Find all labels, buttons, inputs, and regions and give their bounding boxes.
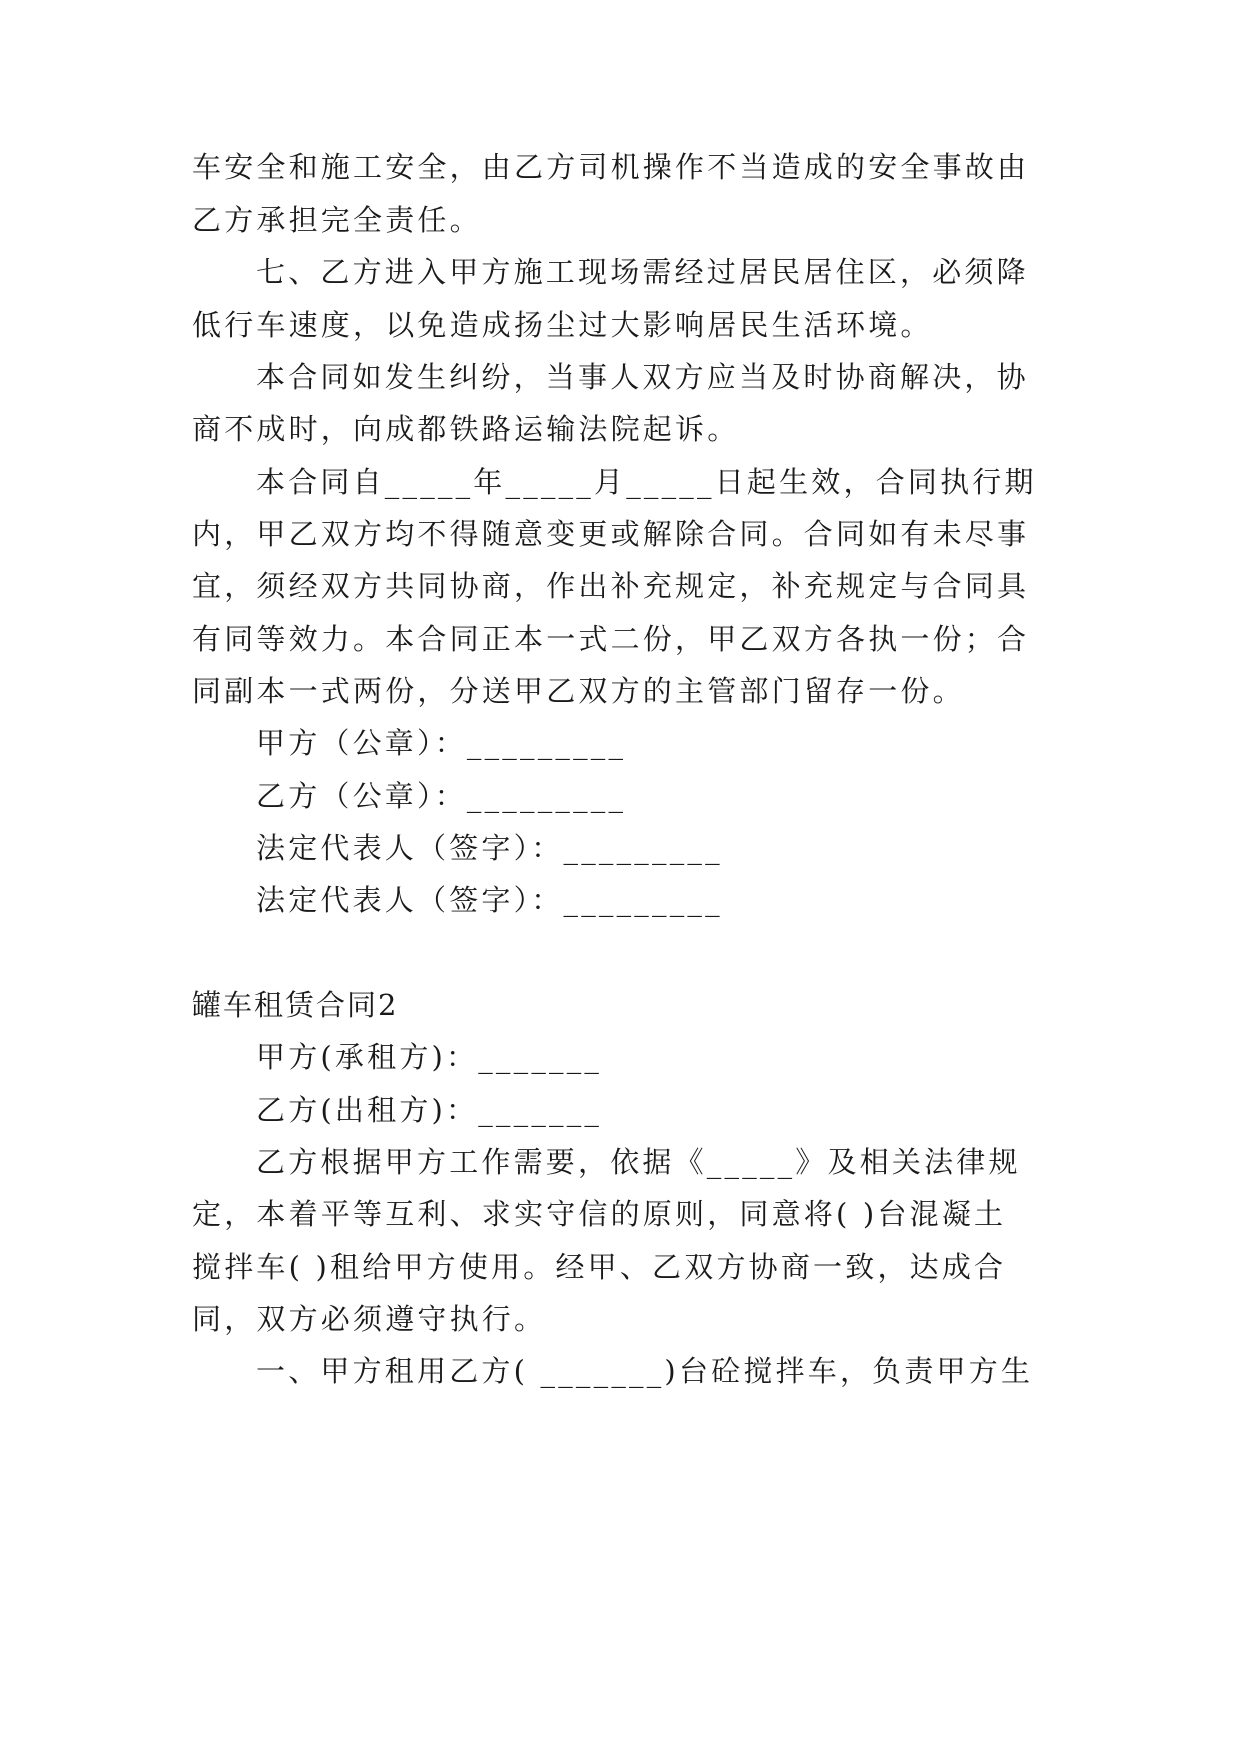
paragraph-line: 宜，须经双方共同协商，作出补充规定，补充规定与合同具 [192, 569, 1030, 603]
paragraph-line: 同副本一式两份，分送甲乙双方的主管部门留存一份。 [192, 674, 965, 708]
paragraph-line: 同，双方必须遵守执行。 [192, 1302, 547, 1336]
paragraph-line: 搅拌车( )租给甲方使用。经甲、乙双方协商一致，达成合 [192, 1250, 1007, 1284]
paragraph-line: 乙方承担完全责任。 [192, 203, 482, 237]
party-a-lessee-line: 甲方(承租方)：_______ [256, 1040, 603, 1074]
party-a-seal-line: 甲方（公章）：_________ [256, 726, 627, 760]
paragraph-line: 车安全和施工安全，由乙方司机操作不当造成的安全事故由 [192, 150, 1030, 184]
section-title: 罐车租赁合同2 [192, 988, 399, 1022]
paragraph-line: 内，甲乙双方均不得随意变更或解除合同。合同如有未尽事 [192, 517, 1030, 551]
paragraph-line: 低行车速度，以免造成扬尘过大影响居民生活环境。 [192, 308, 933, 342]
dispute-clause-line: 本合同如发生纠纷，当事人双方应当及时协商解决，协 [256, 360, 1029, 394]
paragraph-line: 乙方根据甲方工作需要，依据《_____》及相关法律规 [256, 1145, 1021, 1179]
paragraph-line: 商不成时，向成都铁路运输法院起诉。 [192, 412, 740, 446]
effective-date-line: 本合同自_____年_____月_____日起生效，合同执行期 [256, 465, 1037, 499]
legal-rep-signature-line: 法定代表人（签字）：_________ [256, 831, 723, 865]
paragraph-line: 有同等效力。本合同正本一式二份，甲乙双方各执一份；合 [192, 622, 1030, 656]
legal-rep-signature-line: 法定代表人（签字）：_________ [256, 883, 723, 917]
clause-seven-line: 七、乙方进入甲方施工现场需经过居民居住区，必须降 [256, 255, 1029, 289]
party-b-seal-line: 乙方（公章）：_________ [256, 779, 627, 813]
party-b-lessor-line: 乙方(出租方)：_______ [256, 1093, 603, 1127]
clause-one-line: 一、甲方租用乙方( _______)台砼搅拌车，负责甲方生 [256, 1354, 1034, 1388]
paragraph-line: 定，本着平等互利、求实守信的原则，同意将( )台混凝土 [192, 1197, 1007, 1231]
